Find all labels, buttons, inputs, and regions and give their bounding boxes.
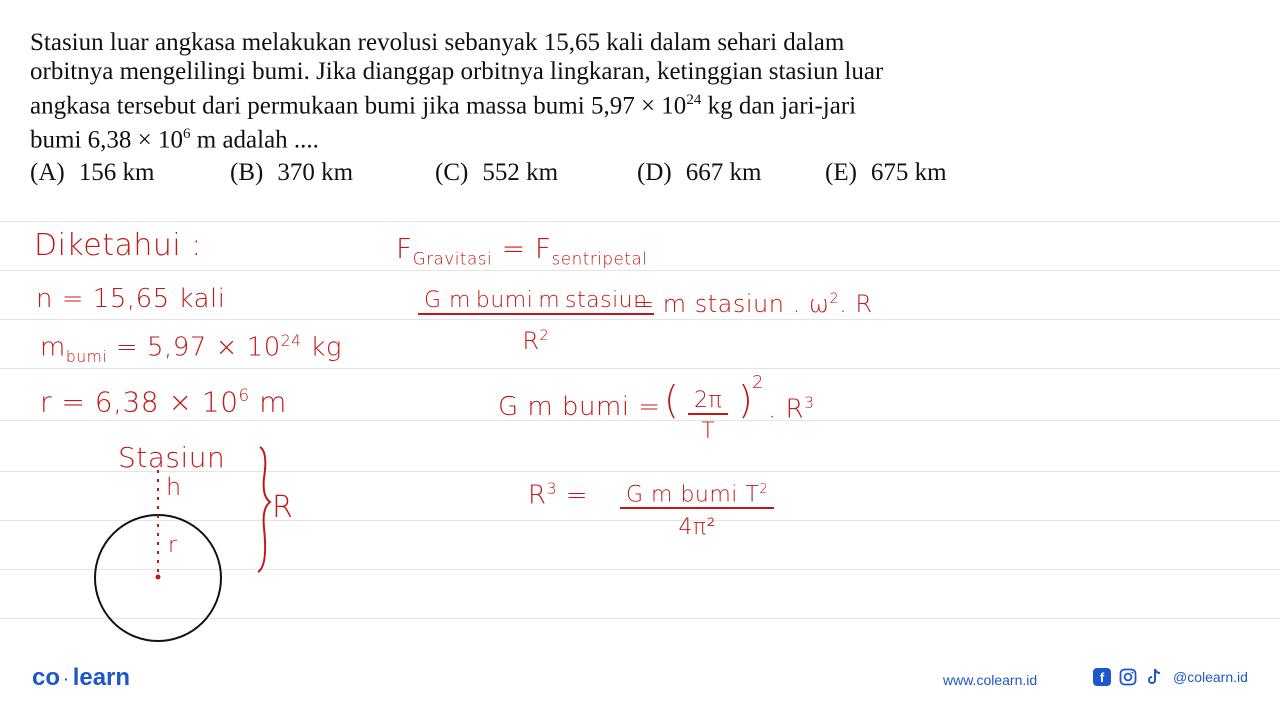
question-line-3-end: kg dan jari-jari [701,92,857,120]
right-paren-icon: ) [738,378,754,422]
option-text: 156 km [78,159,155,186]
mass-value: = 5,97 × 10 [107,332,281,363]
radius-unit: m [249,385,287,419]
den-base: R [522,327,540,355]
f-equals: = F [492,232,552,265]
gm-tail [768,394,815,425]
logo-left: co [32,664,61,691]
option-text: 552 km [482,159,559,186]
f-subscript: Gravitasi [412,248,493,269]
f-symbol: F [396,232,413,265]
gravity-fraction [418,288,654,355]
option-letter: (E) [825,159,857,186]
force-equation [396,232,647,269]
instagram-icon[interactable] [1119,668,1137,686]
big-r-label: R [272,490,294,525]
lhs-exponent: 3 [546,480,557,498]
exponent: 24 [686,92,702,108]
r-cubed-lhs [528,480,588,511]
radius-exponent: 6 [238,385,250,405]
left-paren-icon: ( [664,378,680,422]
tail-text: . R [768,394,805,425]
mass-exponent: 24 [280,332,302,350]
mass-unit: kg [301,332,343,363]
fraction-numerator: 2π [688,388,728,415]
fraction-numerator: G m bumi m stasiun [418,288,654,315]
question-line-4: bumi 6,38 × 10 [30,126,183,154]
brace-icon [258,447,270,572]
option-text: 370 km [277,159,354,186]
num-text: G m bumi T [626,482,760,508]
gm-lhs: G m bumi = [498,392,661,422]
stasiun-label: Stasiun [118,441,226,474]
facebook-icon[interactable]: f [1093,668,1111,686]
website-link[interactable]: www.colearn.id [943,672,1038,688]
logo-right: learn [72,664,131,691]
fraction-numerator [620,482,774,509]
logo-dot: · [64,670,69,687]
option-letter: (C) [435,159,469,186]
social-handle[interactable]: @colearn.id [1173,669,1248,685]
rhs-exponent: 2 [829,291,840,307]
lhs-equals: = [557,480,589,511]
radius-value: r = 6,38 × 10 [40,385,239,419]
diketahui-heading: Diketahui : [34,228,202,263]
fraction [418,288,654,355]
fraction [620,482,774,540]
height-label: h [166,473,182,501]
question-line-3: angkasa tersebut dari permukaan bumi jika massa bumi 5,97 × 10 [30,92,687,120]
question-line-1: Stasiun luar angkasa melakukan revolusi sebanyak 15,65 kali dalam sehari dalam [30,29,845,56]
fraction-denominator: 4π² [678,515,716,541]
option-text: 675 km [870,159,947,186]
rhs-tail: . R [839,290,873,318]
rhs-text: = m stasiun . ω [634,290,830,318]
earth-center-dot [156,575,161,580]
exponent: 6 [183,126,191,143]
radius-label: r [168,533,178,558]
option-letter: (A) [30,159,65,186]
social-links [1093,668,1248,686]
fraction-denominator: T [701,419,716,444]
r-cubed-fraction [620,482,774,540]
den-exponent: 2 [539,328,550,344]
question-line-4-end: m adalah .... [190,126,319,154]
lhs-base: R [528,480,547,511]
mass-subscript: bumi [65,347,108,366]
num-exponent: 2 [759,482,769,497]
tiktok-icon[interactable] [1145,668,1163,686]
mass-symbol: m [40,332,66,363]
fraction [688,388,728,444]
colearn-logo[interactable] [32,664,130,692]
option-letter: (D) [637,159,672,186]
option-letter: (B) [230,159,264,186]
paren-exponent: 2 [752,372,764,393]
centripetal-rhs [634,290,873,318]
given-n: n = 15,65 kali [36,284,226,314]
tail-exponent: 3 [804,394,815,412]
f-subscript-2: sentripetal [551,248,648,269]
omega-fraction [688,388,728,444]
option-text: 667 km [685,159,762,186]
fraction-denominator [522,315,549,355]
question-line-2: orbitnya mengelilingi bumi. Jika dianggap orbitnya lingkaran, ketinggian stasiun luar [30,58,884,85]
